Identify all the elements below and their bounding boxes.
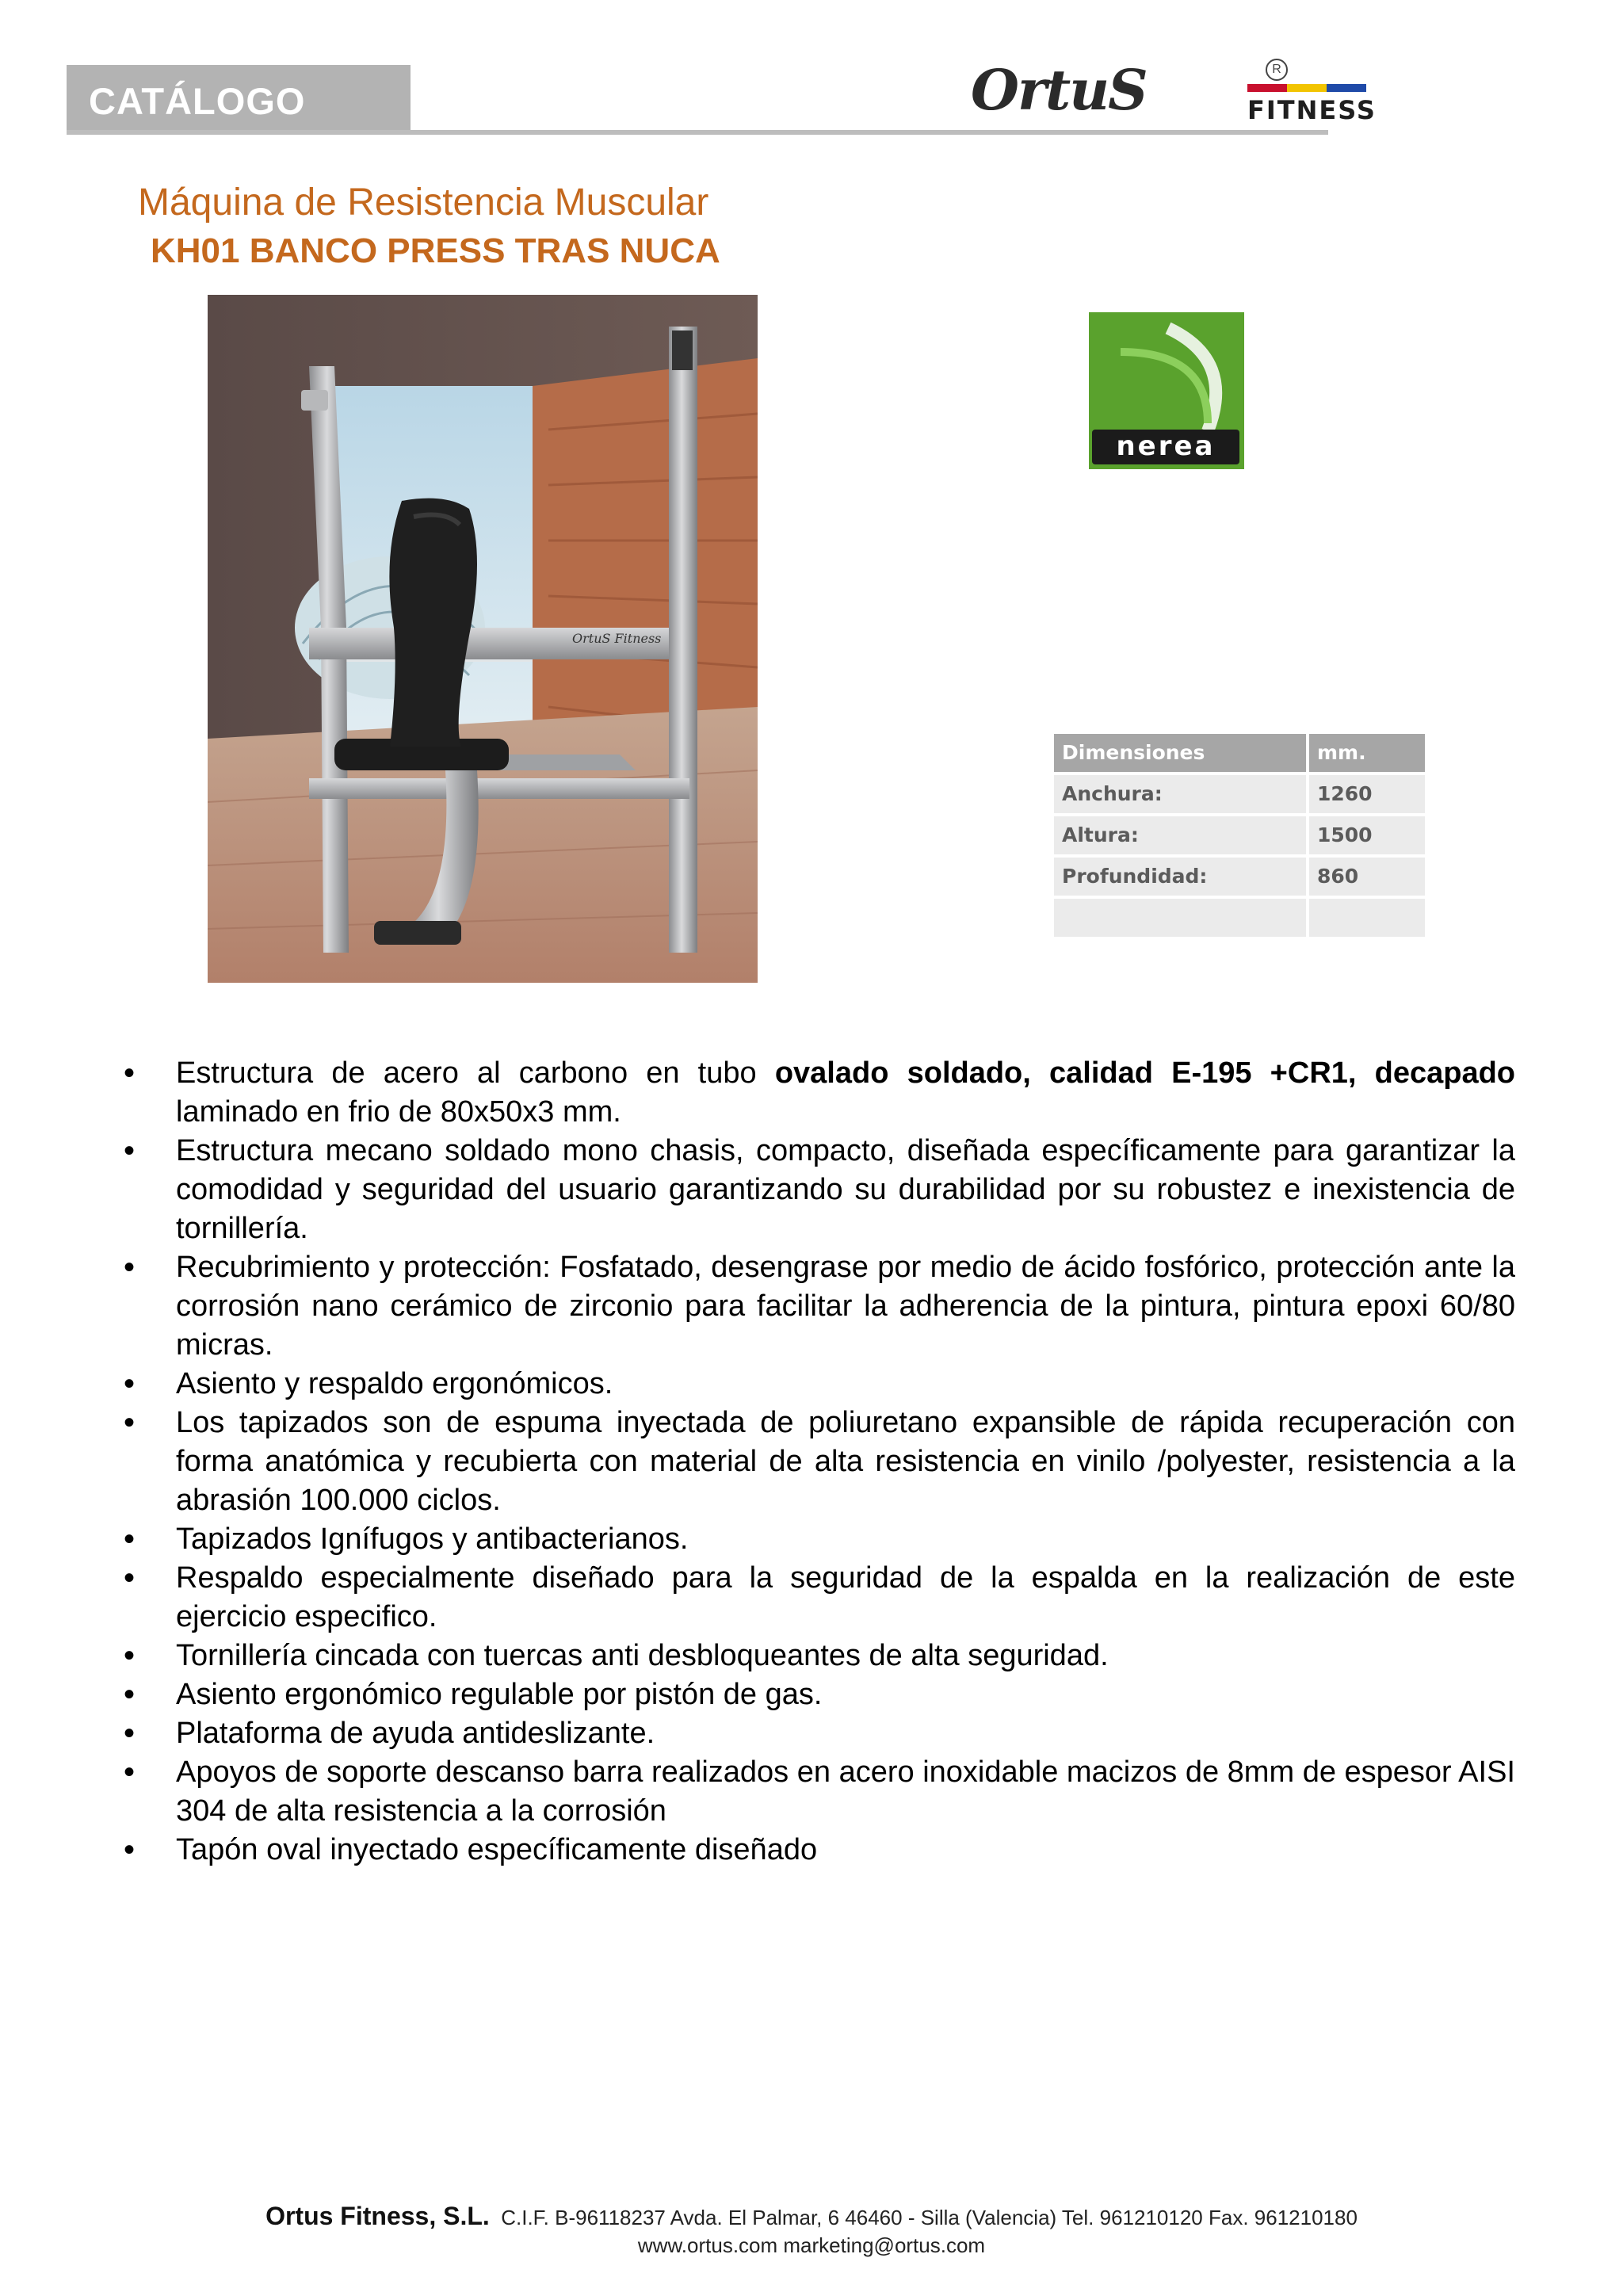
list-item: • Estructura mecano soldado mono chasis, compacto, diseñada específicamente para garantizar la comodidad y seguridad del usuario garantizando su durabilidad por su robustez e inexistencia de tornillería. [73, 1132, 1515, 1248]
features-list [73, 1054, 1623, 1870]
registered-mark: R [1266, 59, 1288, 81]
row-label: Profundidad: [1054, 858, 1306, 896]
product-category-title: Máquina de Resistencia Muscular [138, 181, 709, 223]
table-header-row [1054, 734, 1425, 772]
row-value: 1500 [1309, 816, 1425, 854]
list-item: • Estructura de acero al carbono en tubo ovalado soldado, calidad E-195 +CR1, decapado laminado en frio de 80x50x3 mm. [73, 1054, 1515, 1132]
list-item: • Tapizados Ignífugos y antibacterianos. [73, 1520, 1515, 1559]
catalog-tab [67, 65, 411, 133]
logo-script: OrtuS [971, 57, 1147, 123]
row-label [1054, 899, 1306, 937]
list-item: • Asiento y respaldo ergonómicos. [73, 1365, 1515, 1404]
footer-info: C.I.F. B-96118237 Avda. El Palmar, 6 46460 - Silla (Valencia) Tel. 961210120 Fax. 961210180 [501, 2206, 1358, 2229]
logo-fitness: FITNESS [1247, 95, 1377, 125]
logo-color-stripes [1247, 84, 1366, 92]
nerea-logo [1089, 312, 1244, 469]
footer-company: Ortus Fitness, S.L. [265, 2202, 490, 2230]
table-row [1054, 858, 1425, 896]
list-item: • Tornillería cincada con tuercas anti desbloqueantes de alta seguridad. [73, 1637, 1515, 1675]
dimensions-table [1054, 734, 1425, 940]
list-item: • Asiento ergonómico regulable por pistón de gas. [73, 1675, 1515, 1714]
list-item: • Tapón oval inyectado específicamente diseñado [73, 1831, 1515, 1870]
list-item: • Recubrimiento y protección: Fosfatado, desengrase por medio de ácido fosfórico, protección ante la corrosión nano cerámico de zirconio para facilitar la adherencia de la pintura, pintura epoxi 60/80 micras. [73, 1248, 1515, 1365]
header-unit: mm. [1309, 734, 1425, 772]
header-dimensions: Dimensiones [1054, 734, 1306, 772]
footer-web: www.ortus.com marketing@ortus.com [637, 2233, 986, 2257]
row-label: Anchura: [1054, 775, 1306, 813]
row-value [1309, 899, 1425, 937]
row-value: 860 [1309, 858, 1425, 896]
table-row [1054, 816, 1425, 854]
frame-logo: OrtuS Fitness [572, 631, 662, 646]
table-row [1054, 899, 1425, 937]
list-item: • Apoyos de soporte descanso barra realizados en acero inoxidable macizos de 8mm de espesor AISI 304 de alta resistencia a la corrosión [73, 1753, 1515, 1831]
nerea-label: nerea [1092, 430, 1239, 464]
catalog-label: CATÁLOGO [89, 80, 306, 122]
ortus-fitness-logo [971, 57, 1383, 136]
list-item: • Los tapizados son de espuma inyectada de poliuretano expansible de rápida recuperación con forma anatómica y recubierta con material de alta resistencia en vinilo /polyester, resistencia a la abrasión 100.000 ciclos. [73, 1404, 1515, 1520]
product-photo [208, 295, 758, 983]
list-item: • Plataforma de ayuda antideslizante. [73, 1714, 1515, 1753]
product-name-title: KH01 BANCO PRESS TRAS NUCA [151, 231, 720, 270]
list-item: • Respaldo especialmente diseñado para la seguridad de la espalda en la realización de este ejercicio especifico. [73, 1559, 1515, 1637]
row-label: Altura: [1054, 816, 1306, 854]
table-row [1054, 775, 1425, 813]
row-value: 1260 [1309, 775, 1425, 813]
footer-company-line [0, 2202, 1623, 2231]
